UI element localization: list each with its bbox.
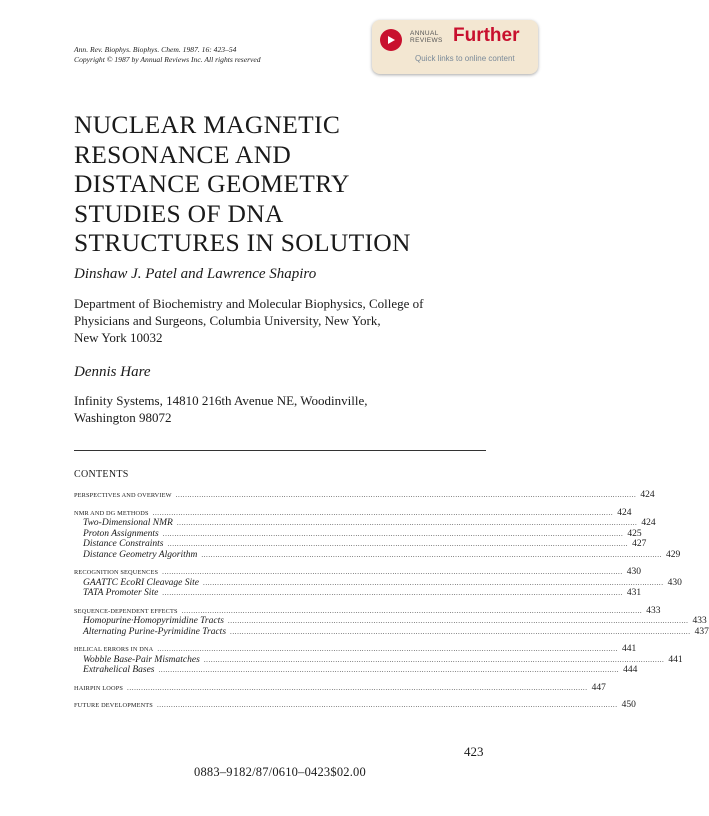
title-line: RESONANCE AND <box>74 139 292 169</box>
primary-authors: Dinshaw J. Patel and Lawrence Shapiro <box>74 266 317 282</box>
affiliation-line: New York 10032 <box>74 330 163 345</box>
toc-subentry[interactable] <box>74 539 647 550</box>
toc-leader-dots: .................................................................................................................................................................................................... <box>176 519 638 527</box>
toc-page-number: 447 <box>591 682 606 693</box>
page-number: 423 <box>464 744 484 759</box>
toc-entry[interactable] <box>74 567 641 578</box>
toc-leader-dots: .................................................................................................................................................................................................... <box>162 529 624 538</box>
title-line: STRUCTURES IN SOLUTION <box>74 228 411 257</box>
toc-entry-label: NMR AND DG METHODS <box>74 509 149 517</box>
toc-leader-dots: .................................................................................................................................................................................................... <box>203 655 665 664</box>
toc-page-number: 430 <box>626 567 641 577</box>
toc-leader-dots: .................................................................................................................................................................................................... <box>201 550 662 559</box>
toc-entry[interactable] <box>74 507 632 519</box>
toc-subentry[interactable] <box>74 577 682 589</box>
badge-subtitle: Quick links to online content <box>415 54 515 63</box>
toc-subentry[interactable] <box>74 518 656 529</box>
toc-entry-label: HAIRPIN LOOPS <box>74 684 124 692</box>
toc-page-number: 441 <box>621 644 637 654</box>
toc-page-number: 444 <box>623 665 638 675</box>
citation-header <box>74 45 261 65</box>
toc-page-number: 450 <box>621 700 636 710</box>
badge-reviews-label: REVIEWS <box>410 37 443 44</box>
toc-entry-label: RECOGNITION SEQUENCES <box>74 569 159 576</box>
toc-subentry[interactable] <box>74 588 642 599</box>
title-line: NUCLEAR MAGNETIC <box>74 110 341 139</box>
table-of-contents <box>74 490 709 718</box>
toc-entry-label: PERSPECTIVES AND OVERVIEW <box>74 492 172 499</box>
toc-page-number: 441 <box>668 654 683 665</box>
toc-page-number: 427 <box>632 539 647 549</box>
toc-section <box>74 567 682 599</box>
toc-entry-label: Homopurine·Homopyrimidine Tracts <box>83 616 224 626</box>
affiliation-line: Infinity Systems, 14810 216th Avenue NE, Woodinville, <box>74 393 368 408</box>
toc-entry-label: Alternating Purine-Pyrimidine Tracts <box>83 626 227 637</box>
badge-annual-label: ANNUAL <box>410 30 439 37</box>
contents-heading: CONTENTS <box>74 469 129 480</box>
primary-affiliation <box>74 295 423 346</box>
toc-page-number: 424 <box>640 490 655 500</box>
toc-page-number: 433 <box>646 605 661 616</box>
toc-section <box>74 507 681 561</box>
toc-page-number: 424 <box>641 518 656 528</box>
toc-subentry[interactable] <box>74 549 681 561</box>
toc-page-number: 424 <box>617 507 632 518</box>
toc-leader-dots: .................................................................................................................................................................................................... <box>127 683 588 692</box>
title-line: DISTANCE GEOMETRY <box>74 169 350 198</box>
toc-entry[interactable] <box>74 682 606 694</box>
toc-leader-dots: .................................................................................................................................................................................................... <box>157 645 618 653</box>
toc-subentry[interactable] <box>74 654 683 666</box>
toc-section <box>74 682 606 694</box>
toc-section <box>74 490 655 501</box>
section-divider <box>74 450 486 451</box>
footer-code: 0883–9182/87/0610–0423$02.00 <box>194 765 366 779</box>
toc-section <box>74 644 683 676</box>
toc-entry[interactable] <box>74 605 661 617</box>
toc-entry-label: TATA Promoter Site <box>83 588 159 598</box>
affiliation-line: Department of Biochemistry and Molecular Biophysics, College of <box>74 296 424 311</box>
toc-leader-dots: .................................................................................................................................................................................................... <box>162 589 623 597</box>
affiliation-line: Washington 98072 <box>74 410 172 425</box>
toc-leader-dots: .................................................................................................................................................................................................... <box>156 701 618 709</box>
toc-page-number: 433 <box>692 616 707 626</box>
toc-entry-label: Distance Geometry Algorithm <box>83 549 198 560</box>
citation-line-1: Ann. Rev. Biophys. Biophys. Chem. 1987. 16: 423–54 <box>74 45 237 54</box>
toc-entry-label: Extrahelical Bases <box>83 665 155 675</box>
toc-page-number: 437 <box>694 626 709 637</box>
toc-entry[interactable] <box>74 700 636 711</box>
toc-leader-dots: .................................................................................................................................................................................................... <box>152 508 614 517</box>
toc-section <box>74 700 636 711</box>
toc-leader-dots: .................................................................................................................................................................................................... <box>230 627 691 636</box>
toc-leader-dots: .................................................................................................................................................................................................... <box>162 568 623 576</box>
article-title <box>74 110 411 258</box>
toc-subentry[interactable] <box>74 528 642 540</box>
toc-page-number: 431 <box>626 588 642 598</box>
toc-subentry[interactable] <box>74 616 707 627</box>
toc-page-number: 425 <box>627 528 642 539</box>
toc-entry-label: Proton Assignments <box>83 528 159 539</box>
toc-leader-dots: .................................................................................................................................................................................................... <box>203 578 664 587</box>
toc-entry-label: FUTURE DEVELOPMENTS <box>74 702 153 709</box>
toc-entry-label: SEQUENCE-DEPENDENT EFFECTS <box>74 607 178 615</box>
toc-entry[interactable] <box>74 644 637 655</box>
citation-line-2: Copyright © 1987 by Annual Reviews Inc. All rights reserved <box>74 55 261 64</box>
toc-section <box>74 605 709 638</box>
badge-annual-reviews <box>410 30 443 44</box>
toc-leader-dots: .................................................................................................................................................................................................... <box>167 540 629 548</box>
title-line: STUDIES OF DNA <box>74 198 284 228</box>
toc-subentry[interactable] <box>74 665 638 676</box>
further-badge[interactable] <box>372 20 538 74</box>
toc-leader-dots: .................................................................................................................................................................................................... <box>227 617 689 625</box>
secondary-author: Dennis Hare <box>74 364 151 380</box>
affiliation-line: Physicians and Surgeons, Columbia University, New York, <box>74 313 381 328</box>
toc-entry[interactable] <box>74 490 655 501</box>
toc-page-number: 429 <box>665 549 681 560</box>
toc-leader-dots: .................................................................................................................................................................................................... <box>181 606 643 615</box>
toc-subentry[interactable] <box>74 626 709 638</box>
badge-title: Further <box>453 25 520 46</box>
toc-entry-label: GAATTC EcoRI Cleavage Site <box>83 577 199 588</box>
toc-page-number: 430 <box>667 577 682 588</box>
play-icon <box>380 29 402 51</box>
toc-leader-dots: .................................................................................................................................................................................................... <box>158 666 620 674</box>
toc-entry-label: HELICAL ERRORS IN DNA <box>74 646 154 653</box>
secondary-affiliation <box>74 392 367 426</box>
toc-entry-label: Distance Constraints <box>83 539 164 549</box>
toc-leader-dots: .................................................................................................................................................................................................... <box>175 491 637 499</box>
toc-entry-label: Two-Dimensional NMR <box>83 518 173 528</box>
toc-entry-label: Wobble Base-Pair Mismatches <box>83 654 200 665</box>
